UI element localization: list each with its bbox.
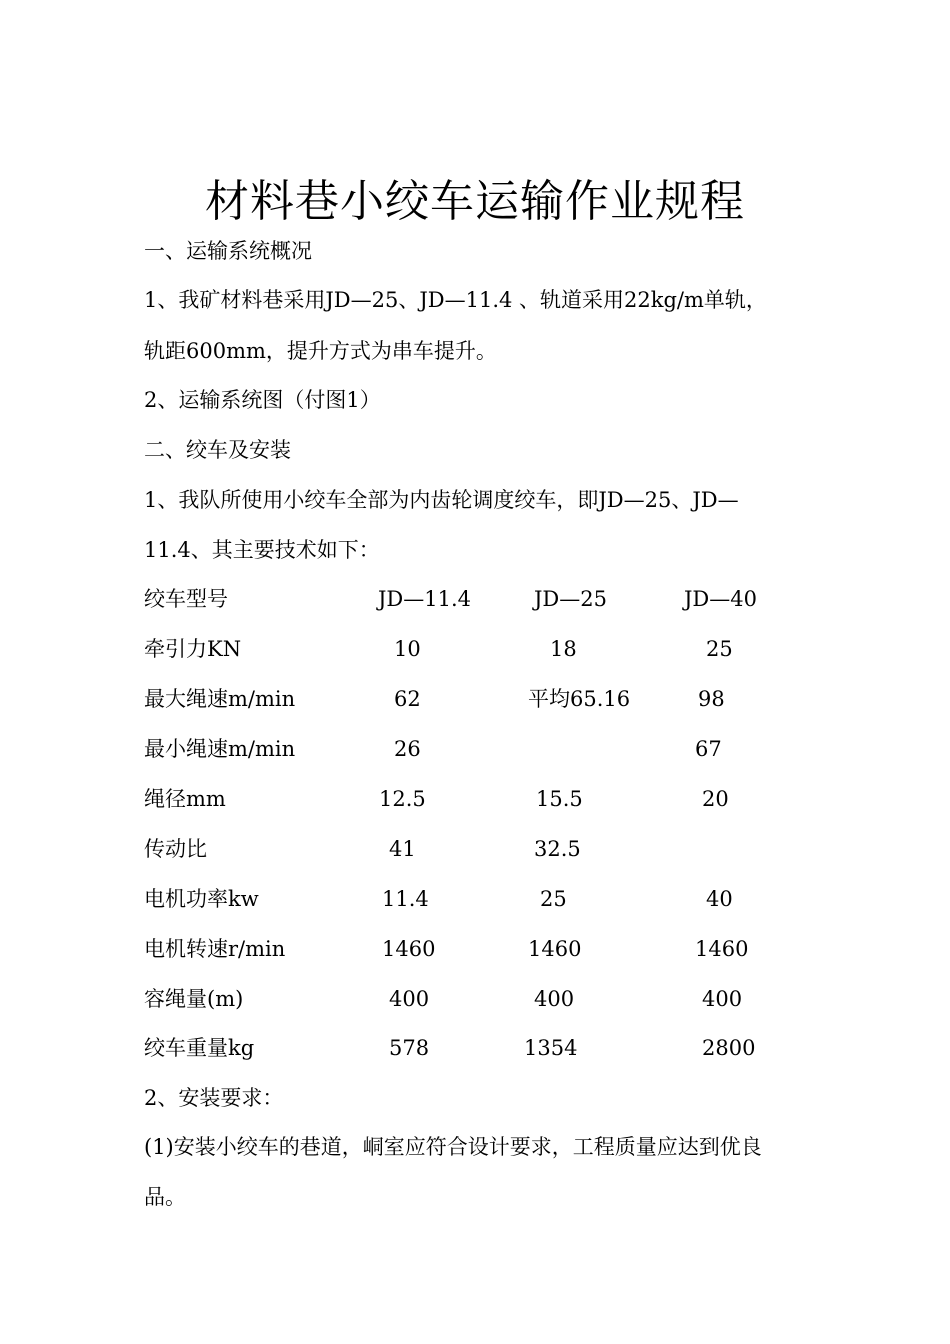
spec-row [144,634,844,664]
spec-value: 25 [540,887,567,911]
paragraph-line: 品。 [144,1185,186,1209]
spec-value: 400 [534,987,575,1011]
spec-value: 15.5 [536,787,583,811]
spec-value: 2800 [702,1036,756,1060]
spec-row [144,984,844,1014]
spec-label: 传动比 [144,837,207,861]
spec-row [144,1033,844,1063]
spec-value: 平均65.16 [528,687,631,711]
spec-value: 25 [706,637,733,661]
spec-row [144,584,844,614]
spec-row [144,734,844,764]
section-heading-winch-install: 二、绞车及安装 [144,438,291,462]
section-heading-install-requirements: 2、安装要求： [144,1086,284,1110]
spec-value: 98 [698,687,725,711]
spec-label: 电机转速r/min [144,937,286,961]
spec-value: 1460 [382,937,436,961]
spec-value: JD—25 [534,587,607,611]
spec-label: 绞车重量kg [144,1036,255,1060]
spec-value: 18 [550,637,577,661]
spec-value: 1460 [528,937,582,961]
paragraph-line: 1、我矿材料巷采用JD—25、JD—11.4 、轨道采用22kg/m单轨， [144,288,767,312]
spec-value: 40 [706,887,733,911]
spec-label: 牵引力KN [144,637,242,661]
spec-value: 400 [702,987,743,1011]
spec-row [144,884,844,914]
paragraph-line: 1、我队所使用小绞车全部为内齿轮调度绞车，即JD—25、JD— [144,488,739,512]
spec-value: JD—40 [684,587,757,611]
spec-value: JD—11.4 [378,587,472,611]
spec-label: 最小绳速m/min [144,737,296,761]
spec-value: 41 [389,837,416,861]
spec-row [144,934,844,964]
spec-value: 400 [389,987,430,1011]
spec-label: 最大绳速m/min [144,687,296,711]
spec-value: 578 [389,1036,430,1060]
spec-label: 绞车型号 [144,587,228,611]
spec-row [144,784,844,814]
spec-value: 12.5 [379,787,426,811]
spec-label: 容绳量(m) [144,987,244,1011]
spec-value: 10 [394,637,421,661]
spec-value: 20 [702,787,729,811]
section-heading-transport-overview: 一、运输系统概况 [144,239,312,263]
paragraph-line: 11.4、其主要技术如下： [144,538,380,562]
spec-value: 26 [394,737,421,761]
paragraph-line: (1)安装小绞车的巷道，峒室应符合设计要求，工程质量应达到优良 [144,1135,762,1159]
spec-label: 绳径mm [144,787,226,811]
spec-value: 1460 [695,937,749,961]
spec-row [144,684,844,714]
spec-value: 1354 [524,1036,578,1060]
document-title: 材料巷小绞车运输作业规程 [205,176,745,227]
spec-label: 电机功率kw [144,887,259,911]
spec-value: 67 [695,737,722,761]
spec-row [144,834,844,864]
spec-value: 62 [394,687,421,711]
paragraph-line: 轨距600mm，提升方式为串车提升。 [144,339,497,363]
paragraph-line: 2、运输系统图（付图1） [144,388,381,412]
spec-value: 32.5 [534,837,581,861]
spec-value: 11.4 [382,887,429,911]
